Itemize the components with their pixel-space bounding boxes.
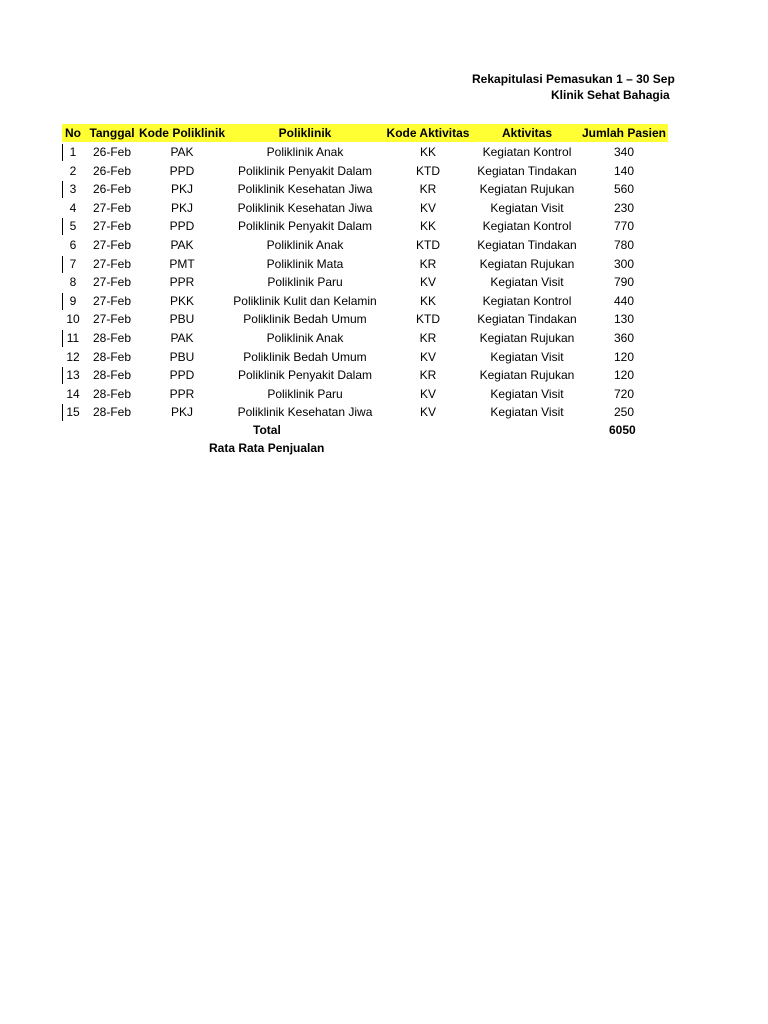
cell-no: 2 (69, 163, 77, 178)
total-value: 6050 (609, 423, 636, 437)
cell-kode-poliklinik: PPR (169, 275, 195, 290)
table-row (0, 180, 768, 198)
cell-tanggal: 27-Feb (92, 256, 132, 271)
table-row (0, 217, 768, 235)
cell-jumlah-pasien: 120 (613, 368, 635, 383)
header-kode-poliklinik: Kode Poliklinik (138, 126, 225, 140)
cell-kode-poliklinik: PMT (169, 256, 195, 271)
cell-poliklinik: Poliklinik Kesehatan Jiwa (237, 405, 373, 420)
cell-kode-aktivitas: KK (419, 145, 436, 159)
cell-kode-poliklinik: PAK (170, 145, 194, 159)
cell-aktivitas: Kegiatan Visit (490, 405, 564, 420)
cell-jumlah-pasien: 340 (613, 145, 635, 159)
cell-no: 3 (69, 182, 77, 197)
cell-tanggal: 28-Feb (92, 368, 132, 383)
cell-poliklinik: Poliklinik Anak (266, 238, 344, 252)
cell-kode-poliklinik: PKJ (170, 182, 193, 197)
cell-jumlah-pasien: 230 (613, 200, 635, 215)
cell-tanggal: 26-Feb (92, 182, 132, 197)
table-row (0, 403, 768, 421)
cell-kode-aktivitas: KV (419, 386, 436, 401)
cell-kode-poliklinik: PBU (169, 312, 195, 327)
header-aktivitas: Aktivitas (501, 126, 553, 140)
cell-kode-aktivitas: KR (419, 368, 437, 383)
cell-kode-aktivitas: KTD (416, 163, 440, 178)
cell-no: 5 (69, 219, 77, 234)
cell-aktivitas: Kegiatan Tindakan (477, 312, 577, 327)
cell-no: 12 (66, 349, 80, 364)
cell-jumlah-pasien: 780 (613, 238, 635, 252)
cell-jumlah-pasien: 440 (613, 293, 635, 308)
table-row (0, 366, 768, 384)
cell-tanggal: 27-Feb (92, 200, 132, 215)
cell-aktivitas: Kegiatan Rujukan (479, 256, 575, 271)
cell-tanggal: 26-Feb (92, 145, 132, 159)
cell-jumlah-pasien: 120 (613, 349, 635, 364)
cell-kode-aktivitas: KK (419, 219, 436, 234)
cell-jumlah-pasien: 140 (613, 163, 635, 178)
cell-poliklinik: Poliklinik Mata (266, 256, 344, 271)
table-row (0, 310, 768, 328)
cell-kode-poliklinik: PKJ (170, 200, 193, 215)
table-row (0, 162, 768, 180)
cell-kode-aktivitas: KV (419, 275, 436, 290)
cell-jumlah-pasien: 720 (613, 386, 635, 401)
cell-no: 6 (69, 238, 77, 252)
cell-tanggal: 28-Feb (92, 331, 132, 345)
cell-aktivitas: Kegiatan Kontrol (482, 293, 572, 308)
cell-jumlah-pasien: 360 (613, 331, 635, 345)
cell-no: 1 (69, 145, 77, 159)
table-row (0, 255, 768, 273)
cell-jumlah-pasien: 250 (613, 405, 635, 420)
cell-kode-poliklinik: PKK (169, 293, 194, 308)
cell-tanggal: 26-Feb (92, 163, 132, 178)
cell-aktivitas: Kegiatan Rujukan (479, 331, 575, 345)
cell-no: 11 (66, 331, 80, 345)
document-title: Rekapitulasi Pemasukan 1 – 30 Sep (472, 72, 675, 86)
cell-no: 13 (66, 368, 80, 383)
cell-kode-aktivitas: KTD (416, 238, 440, 252)
table-row (0, 273, 768, 291)
cell-kode-poliklinik: PPD (169, 368, 195, 383)
cell-no: 15 (66, 405, 80, 420)
cell-tanggal: 28-Feb (92, 405, 132, 420)
cell-no: 14 (66, 386, 80, 401)
cell-kode-aktivitas: KR (419, 256, 437, 271)
cell-jumlah-pasien: 770 (613, 219, 635, 234)
cell-kode-poliklinik: PAK (170, 331, 194, 345)
cell-kode-aktivitas: KV (419, 200, 436, 215)
cell-poliklinik: Poliklinik Paru (267, 275, 343, 290)
cell-jumlah-pasien: 790 (613, 275, 635, 290)
cell-jumlah-pasien: 560 (613, 182, 635, 197)
cell-poliklinik: Poliklinik Kesehatan Jiwa (237, 200, 373, 215)
cell-kode-poliklinik: PKJ (170, 405, 193, 420)
cell-poliklinik: Poliklinik Anak (266, 331, 344, 345)
cell-aktivitas: Kegiatan Visit (490, 200, 564, 215)
cell-aktivitas: Kegiatan Kontrol (482, 219, 572, 234)
header-tanggal: Tanggal (89, 126, 135, 140)
cell-kode-aktivitas: KV (419, 405, 436, 420)
table-row (0, 143, 768, 161)
table-row (0, 236, 768, 254)
cell-aktivitas: Kegiatan Visit (490, 386, 564, 401)
cell-poliklinik: Poliklinik Penyakit Dalam (237, 163, 373, 178)
cell-aktivitas: Kegiatan Tindakan (477, 163, 577, 178)
cell-kode-poliklinik: PPD (169, 219, 195, 234)
cell-kode-poliklinik: PAK (170, 238, 194, 252)
cell-no: 10 (66, 312, 80, 327)
cell-tanggal: 27-Feb (92, 238, 132, 252)
cell-aktivitas: Kegiatan Visit (490, 349, 564, 364)
table-row (0, 329, 768, 347)
header-poliklinik: Poliklinik (278, 126, 332, 140)
cell-poliklinik: Poliklinik Penyakit Dalam (237, 219, 373, 234)
cell-tanggal: 27-Feb (92, 293, 132, 308)
cell-jumlah-pasien: 300 (613, 256, 635, 271)
cell-poliklinik: Poliklinik Penyakit Dalam (237, 368, 373, 383)
cell-poliklinik: Poliklinik Bedah Umum (243, 349, 367, 364)
cell-poliklinik: Poliklinik Paru (267, 386, 343, 401)
table-row (0, 199, 768, 217)
cell-tanggal: 28-Feb (92, 386, 132, 401)
average-label: Rata Rata Penjualan (209, 441, 325, 455)
cell-aktivitas: Kegiatan Tindakan (477, 238, 577, 252)
cell-kode-poliklinik: PPR (169, 386, 195, 401)
cell-kode-aktivitas: KK (419, 293, 436, 308)
total-label: Total (253, 423, 281, 437)
cell-kode-poliklinik: PBU (169, 349, 195, 364)
cell-tanggal: 27-Feb (92, 312, 132, 327)
cell-poliklinik: Poliklinik Bedah Umum (243, 312, 367, 327)
cell-aktivitas: Kegiatan Rujukan (479, 182, 575, 197)
cell-jumlah-pasien: 130 (613, 312, 635, 327)
cell-poliklinik: Poliklinik Anak (266, 145, 344, 159)
document-subtitle: Klinik Sehat Bahagia (551, 88, 670, 102)
table-row (0, 292, 768, 310)
cell-poliklinik: Poliklinik Kesehatan Jiwa (237, 182, 373, 197)
cell-aktivitas: Kegiatan Visit (490, 275, 564, 290)
cell-tanggal: 27-Feb (92, 275, 132, 290)
cell-no: 9 (69, 293, 77, 308)
cell-no: 7 (69, 256, 77, 271)
cell-tanggal: 28-Feb (92, 349, 132, 364)
table-row (0, 348, 768, 366)
header-jumlah-pasien: Jumlah Pasien (581, 126, 667, 140)
cell-poliklinik: Poliklinik Kulit dan Kelamin (233, 293, 377, 308)
cell-tanggal: 27-Feb (92, 219, 132, 234)
cell-kode-aktivitas: KTD (416, 312, 440, 327)
table-row (0, 385, 768, 403)
cell-aktivitas: Kegiatan Kontrol (482, 145, 572, 159)
cell-no: 8 (69, 275, 77, 290)
cell-kode-aktivitas: KV (419, 349, 436, 364)
cell-no: 4 (69, 200, 77, 215)
header-no: No (65, 126, 81, 140)
cell-kode-aktivitas: KR (419, 182, 437, 197)
cell-kode-poliklinik: PPD (169, 163, 195, 178)
header-kode-aktivitas: Kode Aktivitas (386, 126, 470, 140)
cell-aktivitas: Kegiatan Rujukan (479, 368, 575, 383)
cell-kode-aktivitas: KR (419, 331, 437, 345)
